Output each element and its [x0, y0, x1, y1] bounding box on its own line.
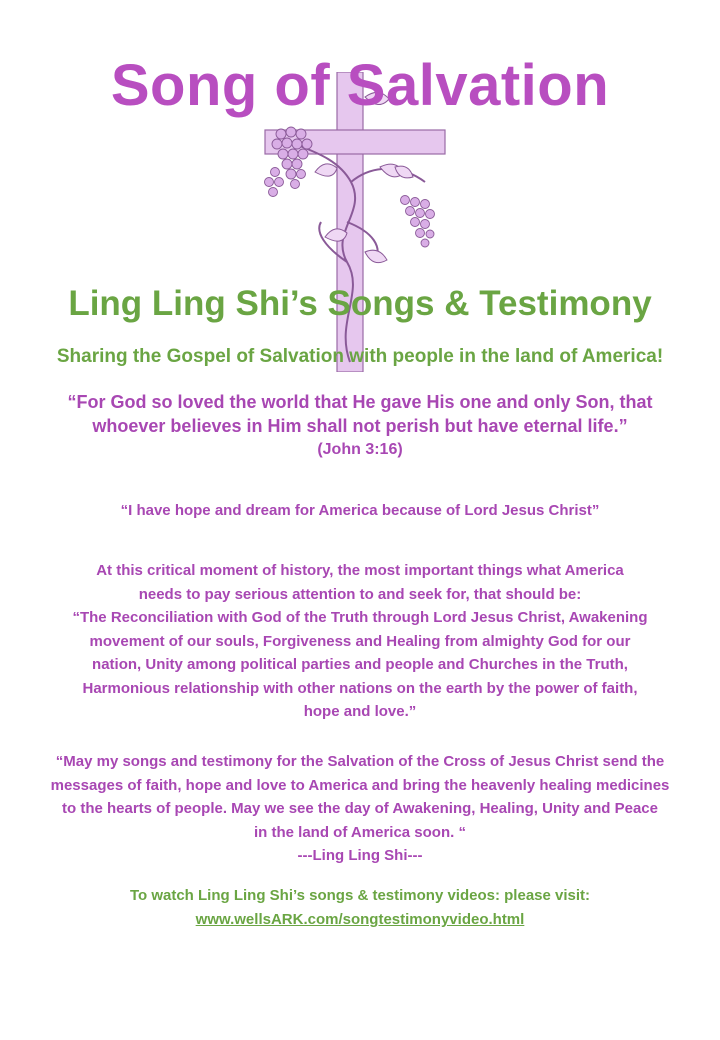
paragraph-line: “The Reconciliation with God of the Truth through Lord Jesus Christ, Awakening — [72, 609, 648, 626]
paragraph-line: messages of faith, hope and love to America and bring the heavenly healing medicines — [50, 776, 670, 794]
paragraph-line: needs to pay serious attention to and seek for, that should be: — [138, 585, 582, 603]
bible-verse — [40, 390, 680, 462]
hope-quote: “I have hope and dream for America because of Lord Jesus Christ” — [120, 502, 600, 519]
tagline: Sharing the Gospel of Salvation with people in the land of America! — [56, 346, 664, 367]
paragraph-line: Harmonious relationship with other nations on the earth by the power of faith, — [82, 679, 638, 697]
songs-testimony-paragraph — [14, 750, 706, 868]
video-link[interactable]: www.wellsARK.com/songtestimonyvideo.html — [195, 911, 525, 928]
signature: ---Ling Ling Shi--- — [297, 847, 423, 864]
paragraph-line: to the hearts of people. May we see the day of Awakening, Healing, Unity and Peace — [62, 800, 658, 817]
paragraph-line: nation, Unity among political parties and people and Churches in the Truth, — [92, 656, 628, 673]
page-title: Song of Salvation — [110, 53, 610, 118]
critical-moment-paragraph — [20, 559, 700, 724]
paragraph-line: hope and love.” — [303, 703, 417, 720]
verse-line: “For God so loved the world that He gave His one and only Son, that — [67, 392, 653, 412]
verse-reference: (John 3:16) — [317, 441, 403, 458]
paragraph-line: At this critical moment of history, the most important things what America — [96, 562, 624, 579]
paragraph-line: “May my songs and testimony for the Salvation of the Cross of Jesus Christ send the — [55, 753, 665, 770]
paragraph-line: in the land of America soon. “ — [254, 823, 466, 841]
verse-line: whoever believes in Him shall not perish but have eternal life.” — [92, 416, 628, 436]
page-subtitle: Ling Ling Shi’s Songs & Testimony — [68, 284, 652, 323]
watch-videos-text: To watch Ling Ling Shi’s songs & testimony videos: please visit: — [129, 887, 591, 904]
watch-videos-section — [0, 884, 720, 932]
paragraph-line: movement of our souls, Forgiveness and Healing from almighty God for our — [89, 632, 631, 650]
